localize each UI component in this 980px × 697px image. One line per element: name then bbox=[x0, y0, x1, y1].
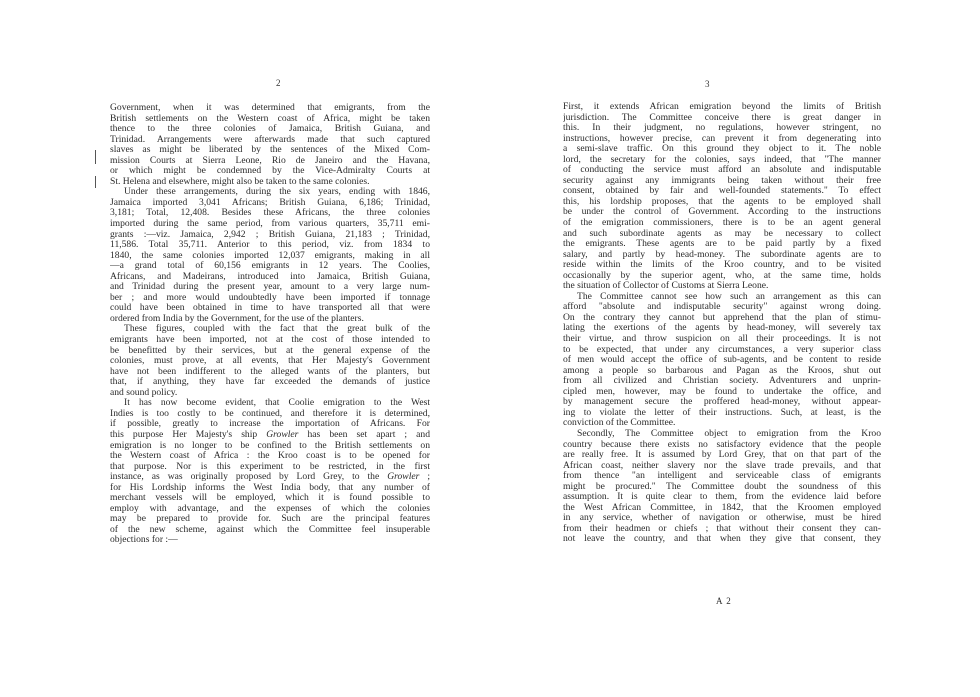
text-line: Government, when it was determined that emigrants, from the bbox=[110, 103, 430, 113]
right-page-text-column bbox=[563, 102, 881, 545]
text-line: of the new scheme, against which the Committee feel insuperable bbox=[110, 524, 430, 535]
text-line: among a people so barbarous and Pagan as the Kroos, shut out bbox=[563, 365, 881, 376]
text-line: grants :—viz. Jamaica, 2,942 ; British Guiana, 21,183 ; Trinidad, bbox=[110, 229, 430, 240]
signature-mark: A 2 bbox=[716, 596, 732, 606]
text-line: the Western coast of Africa : the Kroo coast is to be opened for bbox=[110, 451, 430, 462]
text-line: objections for :— bbox=[110, 535, 178, 546]
text-line: the West African Committee, in 1842, that the Kroomen employed bbox=[563, 502, 881, 513]
text-line: lating the exertions of the agents by head-money, will severely tax bbox=[563, 323, 881, 334]
text-line: country because there exists no satisfactory evidence that the people bbox=[563, 439, 881, 450]
text-line: 11,586. Total 35,711. Anterior to this period, viz. from 1834 to bbox=[110, 240, 430, 251]
margin-mark bbox=[95, 150, 96, 164]
text-line: consent, obtained by fair and well-founded statements." To effect bbox=[563, 186, 881, 197]
text-line: emigrants have been imported, not at the cost of those intended to bbox=[110, 335, 430, 346]
text-line: could have been obtained in time to have transported all that were bbox=[110, 303, 430, 314]
text-line: or which might be condemned by the Vice-Admiralty Courts at bbox=[110, 166, 430, 177]
text-line: of men would accept the office of sub-agents, and be content to reside bbox=[563, 355, 881, 366]
text-line: 3,181; Total, 12,408. Besides these Africans, the three colonies bbox=[110, 208, 430, 219]
text-line: and Trinidad during the present year, amount to a very large num- bbox=[110, 282, 430, 293]
margin-mark bbox=[95, 176, 96, 188]
text-line: if possible, greatly to increase the importation of Africans. For bbox=[110, 419, 430, 430]
text-line: may be prepared to provide for. Such are the principal features bbox=[110, 514, 430, 525]
text-line: for His Lordship informs the West India body, that any number of bbox=[110, 482, 430, 493]
text-line: that, if anything, they have far exceeded the demands of justice bbox=[110, 377, 430, 388]
text-line: from their headmen or chiefs ; that without their consent they can- bbox=[563, 523, 881, 534]
text-line: occasionally by the superior agent, who, at the same time, holds bbox=[563, 270, 881, 281]
text-line: this, his lordship proposes, that the agents to be employed shall bbox=[563, 196, 881, 207]
text-line: the emigrants. These agents are to be paid partly by a fixed bbox=[563, 239, 881, 250]
text-line: It has now become evident, that Coolie emigration to the West bbox=[124, 398, 430, 409]
text-line: have not been indifferent to the alleged wants of the planters, but bbox=[110, 366, 430, 377]
text-line: that purpose. Nor is this experiment to be restricted, in the first bbox=[110, 461, 430, 472]
text-line: this. In their judgment, no regulations, however stringent, no bbox=[563, 123, 881, 134]
right-page-number: 3 bbox=[705, 79, 710, 89]
text-line: not leave the country, and that when they give that consent, they bbox=[563, 534, 881, 545]
text-line: to be expected, that under any circumstances, a very superior class bbox=[563, 344, 881, 355]
text-line: Under these arrangements, during the six years, ending with 1846, bbox=[124, 187, 430, 198]
text-line: conviction of the Committee. bbox=[563, 418, 676, 429]
text-line: African coast, neither slavery nor the slave trade prevails, and that bbox=[563, 460, 881, 471]
text-line: be benefitted by their services, but at the general expense of the bbox=[110, 345, 430, 356]
text-line: their virtue, and throw suspicion on all their proceedings. It is not bbox=[563, 334, 881, 345]
text-line: merchant vessels will be employed, which it is found possible to bbox=[110, 493, 430, 504]
text-line: Jamaica imported 3,041 Africans; British Guiana, 6,186; Trinidad, bbox=[110, 197, 430, 208]
text-line: and sound policy. bbox=[110, 387, 178, 398]
text-line: instructions, however precise, can prevent it from degenerating into bbox=[563, 133, 881, 144]
left-page-text-column bbox=[110, 103, 430, 546]
left-page-number: 2 bbox=[276, 78, 281, 88]
text-line: afford "absolute and indisputable security" against wrong doing. bbox=[563, 302, 881, 313]
text-line: colonies, must prove, at all events, that Her Majesty's Government bbox=[110, 356, 430, 367]
text-line: of conducting the service must afford an absolute and indisputable bbox=[563, 165, 881, 176]
text-line: salary, and partly by head-money. The subordinate agents are to bbox=[563, 249, 881, 260]
text-line: Indies is too costly to be continued, and therefore it is determined, bbox=[110, 408, 430, 419]
text-line: mission Courts at Sierra Leone, Rio de Janeiro and the Havana, bbox=[110, 155, 430, 166]
text-line: security against any immigrants being taken without their free bbox=[563, 175, 881, 186]
text-line: the situation of Collector of Customs at Sierra Leone. bbox=[563, 281, 769, 292]
text-line: cipled men, however, may be found to undertake the office, and bbox=[563, 386, 881, 397]
text-line: emigration is no longer to be confined to the British settlements on bbox=[110, 440, 430, 451]
text-line: 1840, the same colonies imported 12,037 emigrants, making in all bbox=[110, 250, 430, 261]
text-line: instance, as was originally proposed by Lord Grey, to the Growler ; bbox=[110, 472, 430, 483]
text-line: Trinidad. Arrangements were afterwards made that such captured bbox=[110, 134, 430, 145]
text-line: ordered from India by the Government, for the use of the planters. bbox=[110, 313, 364, 324]
text-line: in any service, whether of navigation or otherwise, must be hired bbox=[563, 513, 881, 524]
text-line: Secondly, The Committee object to emigration from the Kroo bbox=[577, 428, 881, 439]
text-line: assumption. It is quite clear to them, from the evidence laid before bbox=[563, 492, 881, 503]
text-line: thence to the three colonies of Jamaica, British Guiana, and bbox=[110, 124, 430, 135]
text-line: lord, the secretary for the colonies, says indeed, that "The manner bbox=[563, 154, 881, 165]
text-line: ber ; and more would undoubtedly have been imported if tonnage bbox=[110, 292, 430, 303]
text-line: a semi-slave traffic. On this ground they object to it. The noble bbox=[563, 144, 881, 155]
text-line: The Committee cannot see how such an arrangement as this can bbox=[577, 291, 881, 302]
text-line: be under the control of Government. According to the instructions bbox=[563, 207, 881, 218]
text-line: St. Helena and elsewhere, might also be taken to the same colonies. bbox=[110, 176, 370, 187]
text-line: reside within the limits of the Kroo country, and to be visited bbox=[563, 260, 881, 271]
text-line: slaves as might be liberated by the sentences of the Mixed Com- bbox=[110, 145, 430, 156]
text-line: from all civilized and Christian society. Adventurers and unprin- bbox=[563, 376, 881, 387]
text-line: of the emigration commissioners, there is to be an agent general bbox=[563, 218, 881, 229]
text-line: First, it extends African emigration beyond the limits of British bbox=[563, 102, 881, 112]
text-line: —a grand total of 60,156 emigrants in 12 years. The Coolies, bbox=[110, 261, 430, 272]
text-line: this purpose Her Majesty's ship Growler has been set apart ; and bbox=[110, 429, 430, 440]
text-line: by management secure the proffered head-money, without appear- bbox=[563, 397, 881, 408]
text-line: employ with advantage, and the expenses of which the colonies bbox=[110, 503, 430, 514]
text-line: These figures, coupled with the fact that the great bulk of the bbox=[124, 324, 430, 335]
text-line: Africans, and Madeirans, introduced into Jamaica, British Guiana, bbox=[110, 271, 430, 282]
text-line: ing to violate the letter of their instructions. Such, at least, is the bbox=[563, 407, 881, 418]
text-line: jurisdiction. The Committee conceive there is great danger in bbox=[563, 112, 881, 123]
text-line: British settlements on the Western coast of Africa, might be taken bbox=[110, 113, 430, 124]
text-line: are really free. It is assumed by Lord Grey, that on that part of the bbox=[563, 450, 881, 461]
text-line: from thence "an intelligent and serviceable class of emigrants bbox=[563, 471, 881, 482]
text-line: might be procured." The Committee doubt the soundness of this bbox=[563, 481, 881, 492]
text-line: and such subordinate agents as may be necessary to collect bbox=[563, 228, 881, 239]
text-line: On the contrary they cannot but apprehend that the plan of stimu- bbox=[563, 312, 881, 323]
text-line: imported during the same period, from various quarters, 35,711 emi- bbox=[110, 219, 430, 230]
